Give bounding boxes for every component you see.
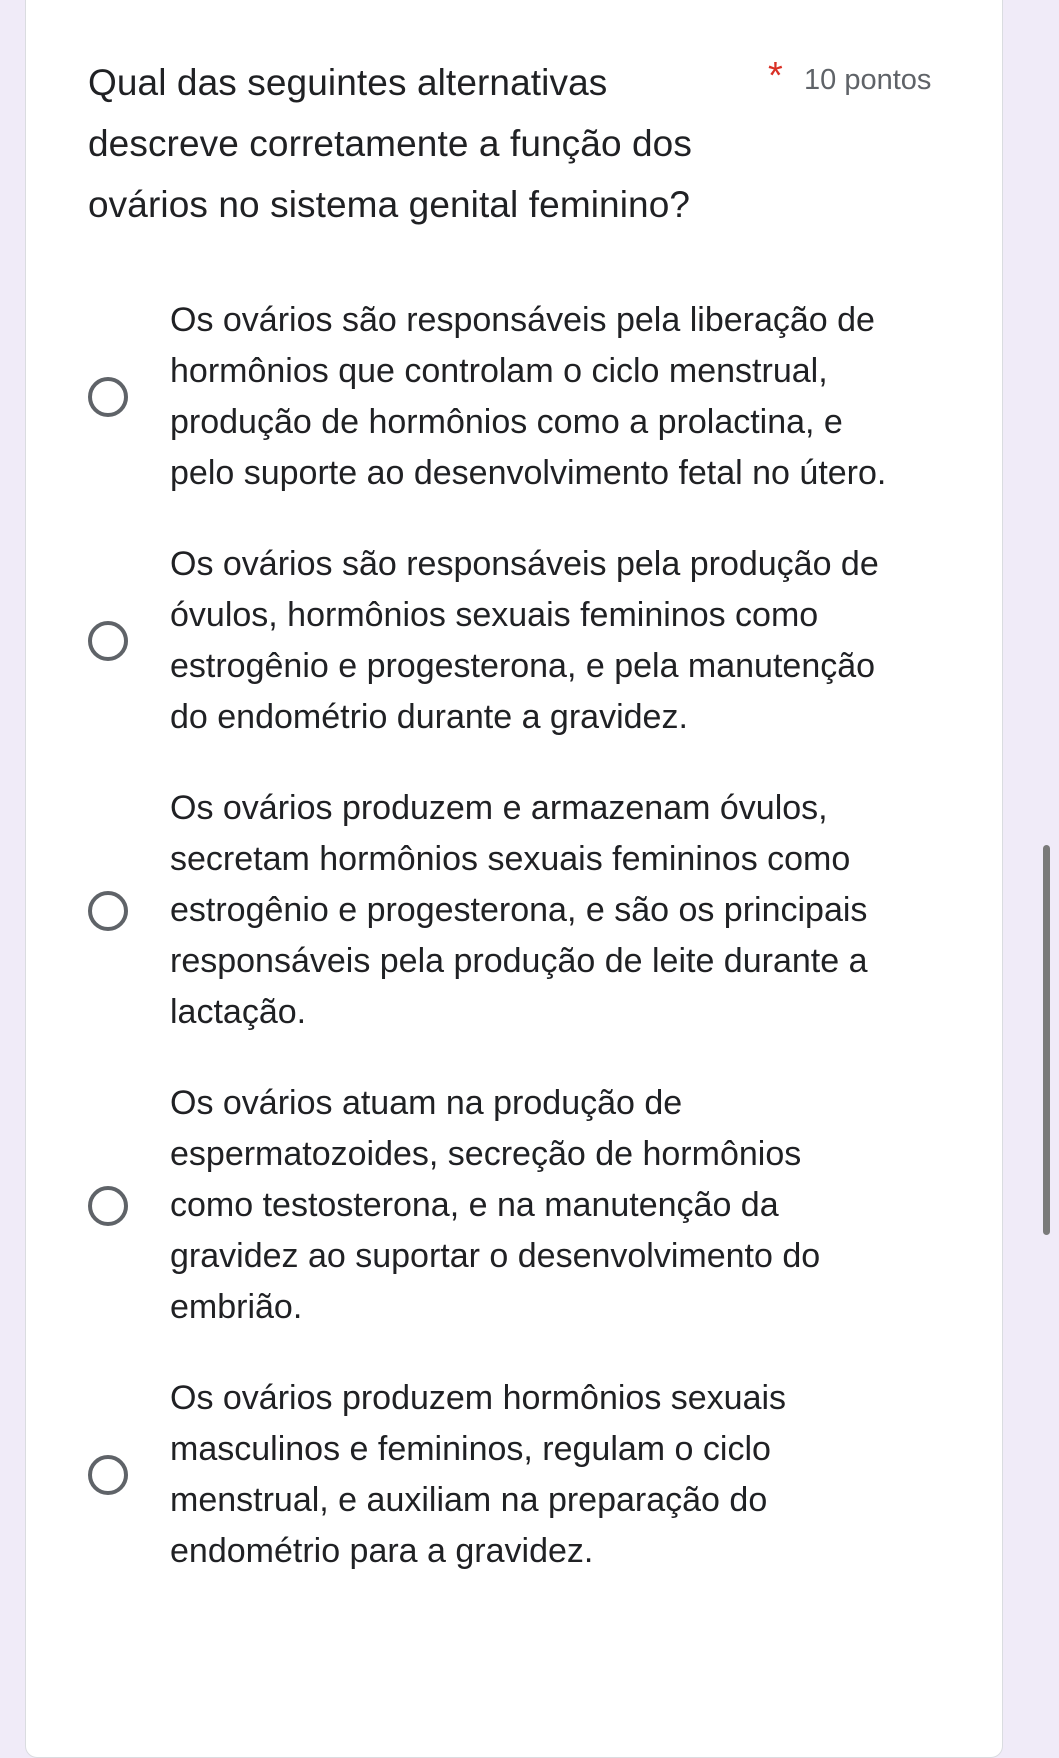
option-label[interactable]: Os ovários produzem e armazenam óvulos, secretam hormônios sexuais femininos como estrogênio e progesterona, e são os principais responsáveis pela produção de leite durante a lactação. — [170, 789, 868, 1031]
option-label[interactable]: Os ovários são responsáveis pela produção de óvulos, hormônios sexuais femininos como estrogênio e progesterona, e pela manutenção do endométrio durante a gravidez. — [170, 545, 879, 736]
option-1[interactable] — [88, 295, 958, 499]
option-5[interactable] — [88, 1373, 958, 1577]
radio-button-icon[interactable] — [88, 891, 128, 931]
option-label[interactable]: Os ovários atuam na produção de espermatozoides, secreção de hormônios como testosterona, e na manutenção da gravidez ao suportar o desenvolvimento do embrião. — [170, 1084, 821, 1326]
radio-button-icon[interactable] — [88, 377, 128, 417]
scrollbar-thumb[interactable] — [1043, 845, 1050, 1235]
radio-button-icon[interactable] — [88, 621, 128, 661]
option-label[interactable]: Os ovários produzem hormônios sexuais masculinos e femininos, regulam o ciclo menstrual, e auxiliam na preparação do endométrio para a gravidez. — [170, 1379, 787, 1570]
question-header — [88, 52, 958, 235]
option-2[interactable] — [88, 539, 958, 743]
required-asterisk: * — [768, 55, 783, 97]
points-label: 10 pontos — [804, 64, 932, 96]
radio-button-icon[interactable] — [88, 1186, 128, 1226]
option-label[interactable]: Os ovários são responsáveis pela liberação de hormônios que controlam o ciclo menstrual, produção de hormônios como a prolactina, e pelo suporte ao desenvolvimento fetal no útero. — [170, 301, 887, 492]
option-3[interactable] — [88, 783, 958, 1038]
options-list — [88, 295, 958, 1617]
question-title: Qual das seguintes alternativas descreve corretamente a função dos ovários no sistema genital feminino? — [88, 62, 692, 225]
option-4[interactable] — [88, 1078, 958, 1333]
radio-button-icon[interactable] — [88, 1455, 128, 1495]
